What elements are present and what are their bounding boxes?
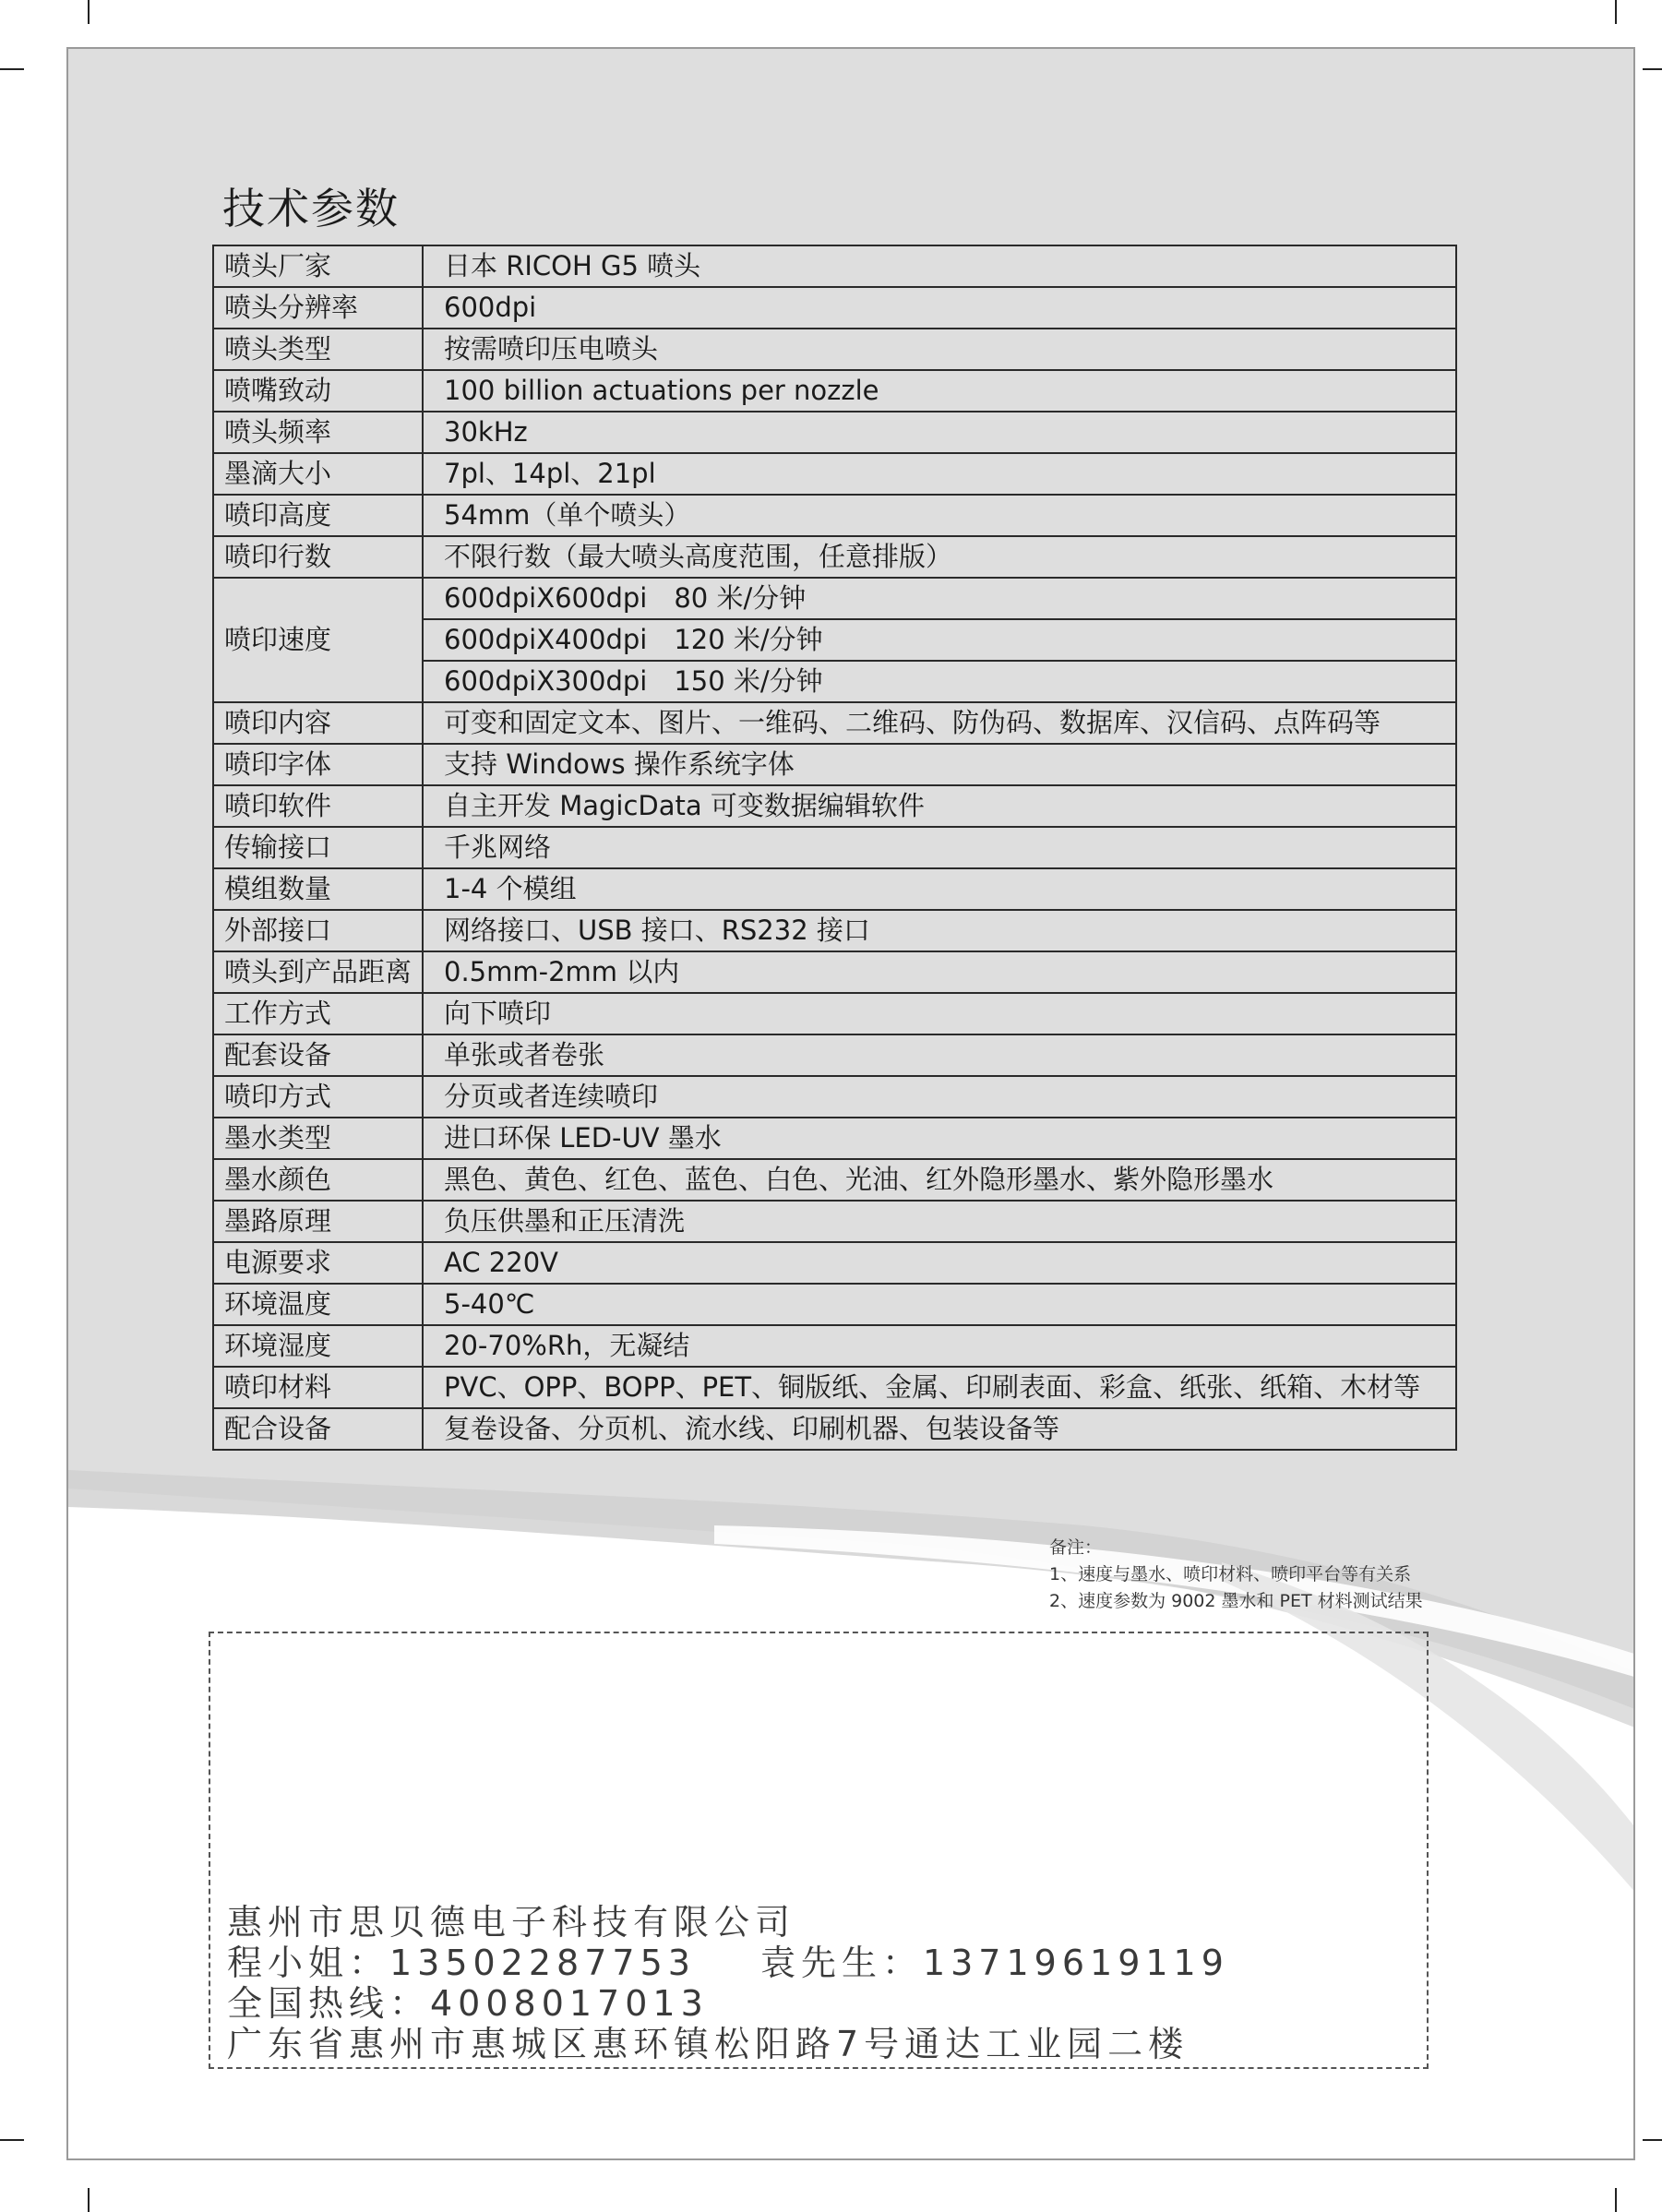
spec-table bbox=[212, 245, 1457, 1451]
table-row bbox=[213, 868, 1456, 910]
crop-mark bbox=[1643, 68, 1662, 70]
spec-label: 墨滴大小 bbox=[213, 453, 423, 495]
contact-person-1: 程小姐：13502287753 bbox=[227, 1943, 696, 1983]
spec-label: 喷印字体 bbox=[213, 744, 423, 785]
page-title: 技术参数 bbox=[222, 184, 400, 233]
spec-label: 喷印高度 bbox=[213, 495, 423, 536]
contact-person-2: 袁先生：13719619119 bbox=[759, 1943, 1229, 1983]
crop-mark bbox=[88, 0, 90, 24]
company-name: 惠州市思贝德电子科技有限公司 bbox=[227, 1902, 796, 1943]
spec-value: 0.5mm-2mm 以内 bbox=[423, 951, 1456, 993]
notes bbox=[1049, 1535, 1423, 1615]
spec-value: 日本 RICOH G5 喷头 bbox=[423, 245, 1456, 287]
spec-value: 单张或者卷张 bbox=[423, 1034, 1456, 1076]
spec-label: 喷印软件 bbox=[213, 785, 423, 827]
spec-value: 7pl、14pl、21pl bbox=[423, 453, 1456, 495]
spec-value: 复卷设备、分页机、流水线、印刷机器、包装设备等 bbox=[423, 1408, 1456, 1450]
table-row bbox=[213, 1118, 1456, 1159]
spec-value: PVC、OPP、BOPP、PET、铜版纸、金属、印刷表面、彩盒、纸张、纸箱、木材等 bbox=[423, 1367, 1456, 1408]
notes-heading: 备注： bbox=[1049, 1537, 1103, 1558]
table-row bbox=[213, 910, 1456, 951]
table-row bbox=[213, 536, 1456, 578]
spec-value: 按需喷印压电喷头 bbox=[423, 329, 1456, 370]
spec-value: 100 billion actuations per nozzle bbox=[423, 370, 1456, 412]
note-item: 2、速度参数为 9002 墨水和 PET 材料测试结果 bbox=[1049, 1591, 1423, 1611]
spec-label: 喷头到产品距离 bbox=[213, 951, 423, 993]
spec-value: 5-40℃ bbox=[423, 1284, 1456, 1325]
spec-value: 600dpiX300dpi 150 米/分钟 bbox=[423, 661, 1456, 702]
crop-mark bbox=[88, 2188, 90, 2212]
spec-value: 600dpiX400dpi 120 米/分钟 bbox=[423, 619, 1456, 661]
spec-value: 600dpi bbox=[423, 287, 1456, 329]
spec-value: 54mm（单个喷头） bbox=[423, 495, 1456, 536]
table-row bbox=[213, 1201, 1456, 1242]
note-item: 1、速度与墨水、喷印材料、喷印平台等有关系 bbox=[1049, 1564, 1412, 1584]
crop-mark bbox=[1643, 2139, 1662, 2141]
table-row bbox=[213, 1367, 1456, 1408]
contact-box bbox=[209, 1632, 1429, 2069]
spec-label: 喷头频率 bbox=[213, 412, 423, 453]
table-row bbox=[213, 951, 1456, 993]
table-row bbox=[213, 495, 1456, 536]
spec-label: 环境湿度 bbox=[213, 1325, 423, 1367]
spec-label: 喷印速度 bbox=[213, 578, 423, 702]
table-row bbox=[213, 1242, 1456, 1284]
spec-label: 喷印方式 bbox=[213, 1076, 423, 1118]
table-row bbox=[213, 827, 1456, 868]
hotline: 全国热线：4008017013 bbox=[227, 1983, 709, 2024]
spec-value: 600dpiX600dpi 80 米/分钟 bbox=[423, 578, 1456, 619]
spec-value: 向下喷印 bbox=[423, 993, 1456, 1034]
spec-label: 配合设备 bbox=[213, 1408, 423, 1450]
spec-value: 支持 Windows 操作系统字体 bbox=[423, 744, 1456, 785]
spec-value: 不限行数（最大喷头高度范围，任意排版） bbox=[423, 536, 1456, 578]
table-row bbox=[213, 1325, 1456, 1367]
spec-label: 工作方式 bbox=[213, 993, 423, 1034]
spec-label: 环境温度 bbox=[213, 1284, 423, 1325]
table-row bbox=[213, 370, 1456, 412]
spec-label: 传输接口 bbox=[213, 827, 423, 868]
table-row bbox=[213, 1408, 1456, 1450]
table-row bbox=[213, 453, 1456, 495]
table-row bbox=[213, 287, 1456, 329]
table-row bbox=[213, 412, 1456, 453]
spec-value: 千兆网络 bbox=[423, 827, 1456, 868]
spec-label: 喷头分辨率 bbox=[213, 287, 423, 329]
table-row bbox=[213, 1076, 1456, 1118]
crop-mark bbox=[0, 2139, 24, 2141]
spec-label: 喷嘴致动 bbox=[213, 370, 423, 412]
table-row bbox=[213, 785, 1456, 827]
address: 广东省惠州市惠城区惠环镇松阳路7号通达工业园二楼 bbox=[227, 2024, 1190, 2064]
spec-label: 喷印行数 bbox=[213, 536, 423, 578]
spec-value: 网络接口、USB 接口、RS232 接口 bbox=[423, 910, 1456, 951]
spec-value: 负压供墨和正压清洗 bbox=[423, 1201, 1456, 1242]
spec-label: 喷头类型 bbox=[213, 329, 423, 370]
table-row bbox=[213, 1159, 1456, 1201]
spec-value: 进口环保 LED-UV 墨水 bbox=[423, 1118, 1456, 1159]
spec-label: 外部接口 bbox=[213, 910, 423, 951]
spec-value: 30kHz bbox=[423, 412, 1456, 453]
spec-label: 喷印内容 bbox=[213, 702, 423, 744]
spec-value: 可变和固定文本、图片、一维码、二维码、防伪码、数据库、汉信码、点阵码等 bbox=[423, 702, 1456, 744]
spec-value: 分页或者连续喷印 bbox=[423, 1076, 1456, 1118]
spec-value: 20-70%Rh，无凝结 bbox=[423, 1325, 1456, 1367]
table-row bbox=[213, 329, 1456, 370]
table-row bbox=[213, 245, 1456, 287]
crop-mark bbox=[1615, 2188, 1617, 2212]
spec-value: AC 220V bbox=[423, 1242, 1456, 1284]
spec-label: 模组数量 bbox=[213, 868, 423, 910]
spec-label: 墨水颜色 bbox=[213, 1159, 423, 1201]
spec-label: 配套设备 bbox=[213, 1034, 423, 1076]
table-row bbox=[213, 702, 1456, 744]
spec-label: 喷头厂家 bbox=[213, 245, 423, 287]
spec-value: 黑色、黄色、红色、蓝色、白色、光油、红外隐形墨水、紫外隐形墨水 bbox=[423, 1159, 1456, 1201]
spec-label: 喷印材料 bbox=[213, 1367, 423, 1408]
table-row bbox=[213, 993, 1456, 1034]
table-row bbox=[213, 578, 1456, 619]
crop-mark bbox=[0, 68, 24, 70]
spec-value: 1-4 个模组 bbox=[423, 868, 1456, 910]
spec-label: 墨水类型 bbox=[213, 1118, 423, 1159]
crop-mark bbox=[1615, 0, 1617, 24]
table-row bbox=[213, 744, 1456, 785]
spec-value: 自主开发 MagicData 可变数据编辑软件 bbox=[423, 785, 1456, 827]
table-row bbox=[213, 1034, 1456, 1076]
spec-label: 墨路原理 bbox=[213, 1201, 423, 1242]
spec-label: 电源要求 bbox=[213, 1242, 423, 1284]
table-row bbox=[213, 1284, 1456, 1325]
